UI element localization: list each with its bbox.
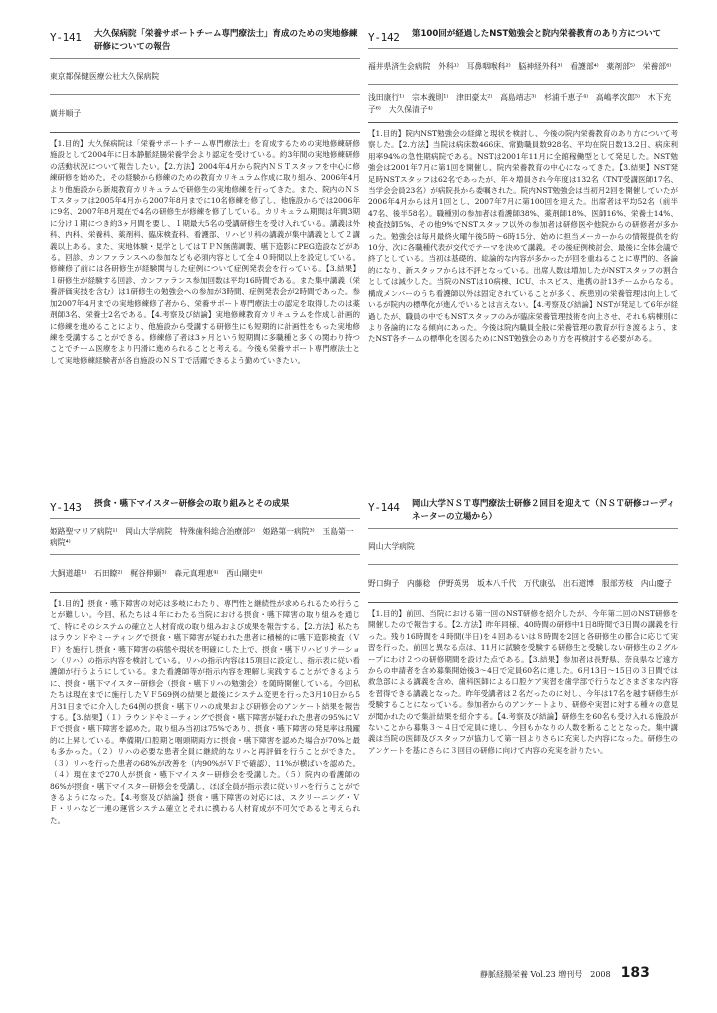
abstract-header	[368, 28, 678, 49]
authors-text: 大飼道雄¹⁾ 石田瞭²⁾ 梶谷伸顕³⁾ 森元真理恵⁴⁾ 西山剛史⁴⁾	[50, 569, 263, 578]
affiliation	[50, 59, 360, 95]
abstract-body-text: 【1.目的】前回、当院における第一回のNST研修を紹介したが、今年第二回のNST研修を開催したので報告する。【2.方法】昨年同様、40時間の研修中1日8時間で3日間の講義を行った。残り16時間を４時間(半日)を４回あるいは８時間を2回と各研修生の都合に応じて実習を行った。前回と異なる点は、11月に試験を受験する研修生と受験しない研修生の２グループにわけ２つの研修期間を設けた点である。【3.結果】参加者は長野県、奈良県など遠方からの申請者を含め募集開始後3～4日で定員60名に達した。6月13日～15日の３日間では救急部による講義を含め、歯科医師による口腔ケア実習を歯学部で行うなどさまざまな内容を習得できる講義となった。昨年受講者は２名だったのに対し、今年は17名を越す研修生が受験することになっている。参加者からのアンケートより、研修や実習に対する種々の意見が聞かれたので集計結果を紹介する。【4.考察及び結論】研修生を60名も受け入れる施設がないことから募集３～４日で定員に達し、今回もかなりの人数を断ることとなった。集中講義は当院の医師及びスタッフが協力して第一回よりさらに充実した内容になった。研修生のアンケートを基にさらに３回目の研修に向けて内容の充実を計りたい。	[368, 609, 678, 755]
abstract-title: 大久保病院「栄養サポートチーム専門療法士」育成のための実地修練研修についての報告	[94, 29, 358, 52]
abstract-body	[50, 593, 360, 826]
abstract-header	[50, 28, 360, 59]
abstract-title: 摂食・嚥下マイスター研修会の取り組みとその成果	[94, 499, 290, 509]
abstract-title: 岡山大学ＮＳＴ専門療法士研修２回目を迎えて（ＮＳＴ研修コーディネーターの立場から）	[412, 499, 675, 522]
abstract-number: Y-143	[50, 501, 82, 514]
authors-text: 野口絢子 内藤稔 伊野英男 坂本八千代 万代康弘 出石道博 服部芳枝 内山慶子	[368, 579, 673, 588]
affiliation-text: 東京都保健医療公社大久保病院	[50, 72, 160, 82]
affiliation	[368, 49, 678, 85]
affiliation-text: 福井県済生会病院 外科¹⁾ 耳鼻咽喉科²⁾ 脳神経外科³⁾ 看護部⁴⁾ 薬剤部⁵⁾ 栄養部⁶⁾	[368, 62, 672, 72]
abstract-number: Y-141	[50, 31, 82, 44]
authors	[368, 565, 678, 603]
abstract-title: 第100回が経過したNST勉強会と院内栄養教育のあり方について	[412, 29, 662, 39]
abstract-header	[368, 498, 678, 529]
authors	[50, 555, 360, 593]
affiliation-text: 岡山大学病院	[368, 542, 415, 552]
abstract-body	[368, 123, 678, 345]
affiliation	[368, 529, 678, 565]
abstract-header	[50, 498, 360, 519]
abstract-body-text: 【1.目的】院内NST勉強会の経緯と現状を検討し、今後の院内栄養教育のあり方について考察した。【2.方法】当院は病床数466床、常勤職員数928名、平均在院日数13.2日、病床利用率94%の急性期病院である。NSTは2001年11月に全館稼働型として発足した。NST勉強会は2001年7月に第1回を開催し、院内栄養教育の中心になってきた。【3.結果】NST発足時NSTスタッフは62名であったが、年々増員され今年度は132名（TNT受講医師17名、当学会会員23名）が病院長から委嘱された。院内NST勉強会は当初月2回を開催していたが2006年4月からは月1回とし、2007年7月に第100回を迎えた。出席者は平均52名（前半47名、後半58名）。職種別の参加者は看護師38%、薬剤師18%、医師16%、栄養士14%、検査技師5%、その他9%でNSTスタッフ以外の参加者は研修医や他院からの研修者が多かった。勉強会は毎月最終火曜午後5時～6時15分、始めに担当メーカーからの情報提供を約10分、次に各職種代表が交代でテーマを決めて講義。その後症例検討会、最後に全体会議で終了としている。当初は基礎的、総論的な内容が多かったが回を重ねることに専門的、各論的になり、新スタッフからは不評となっている。出席人数は増加したがNSTスタッフの割合としては減少した。当院のNSTは10病棟、ICU、ホスピス、進携の計13チームからなる。構成メンバーのうち看護師以外は固定されていることが多く、疾患別の栄養管理は向上しているが院内の標準化が進んでいるとは言えない。【4.考察及び結論】NSTが発足して6年が経過したが、職員の中でもNSTスタッフのみが臨床栄養管理技術を向上させ、それも病棟別により各論的になる傾向にあった。今後は院内職員全般に栄養管理の教育が行き渡るよう、またNST各チームの標準化を図るためにNST勉強会のあり方を再検討する必要がある。	[368, 129, 678, 344]
abstract-y144	[368, 498, 678, 756]
abstract-body-text: 【1.目的】大久保病院は「栄養サポートチーム専門療法士」を育成するための実地修練研修施設として2004年に日本静脈経腸栄養学会より認定を受けている。約3年間の実地修練研修の活動状況について報告したい。【2.方法】2004年4月から院内ＮＳＴスタッフを中心に修練研修を始めた。その経験から修練のための教育カリキュラム作成に取り組み、2006年4月より他施設から新規教育カリキュラムで研修生の実地修練を行ってきた。また、院内のＮＳＴスタッフは2005年4月から2007年8月までに10名修練を修了し、他施設からでは2006年に9名、2007年8月現在で4名の研修生が修練を修了している。カリキュラム期間は年間3期に分け１期につき約3ヶ月間を要し、１期最大5名の受講研修生を受け入れている。講義は外科、内科、栄養科、薬剤科、臨床検査科、看護部、リハビリ科の講義が集中講義として２講義以上ある。また、実地体験・見学としてはＴＰＮ無菌調製、嚥下造影にPEG造設などがある。回診、カンファランスへの参加なども必須内容として全４０時間以上を設定している。修練修了前には各研修生が経験関与した症例について症例発表会を行っている。【3.結果】１研修生が経験する回診、カンファランス参加回数は平均16時間である。また集中講義（栄養評価実技を含む）は1研修生の勉強会への参加が3時間、症例発表会が2時間であった。参加2007年4月までの実地修練修了者から、栄養サポート専門療法士の認定を取得したのは薬剤師3名、栄養士2名である。【4.考察及び結論】実地修練教育カリキュラムを作成し計画的に修練を進めることにより、他施設から受講する研修生にも短期的に計画性をもった実地修練を受講することができる。修練修了者は3ヶ月という短期間に多職種と多くの関わり持つことでチーム医療をより円滑に進められることと考える。今後も栄養サポート専門療法士として実地修練経験者が各自施設のＮＳＴで活躍できるよう勤めていきたい。	[50, 139, 360, 365]
journal-name: 静脈経腸栄養 Vol.23 増刊号 2008	[480, 970, 611, 979]
authors	[50, 95, 360, 133]
page-number: 183	[620, 965, 650, 981]
abstract-number: Y-142	[368, 31, 400, 44]
affiliation-text: 姫路聖マリア病院¹⁾ 岡山大学病院 特殊歯科総合治療部²⁾ 姫路第一病院³⁾ 玉島第一病院⁴⁾	[50, 526, 354, 547]
abstract-body-text: 【1.目的】摂食・嚥下障害の対応は多岐にわたり、専門性と継続性が求められるため行うことが難しい。今回、私たちは４年にわたる当院における摂食・嚥下障害の取り組みを通じて、特にそのシステムの確立と人材育成の取り組みおよび成果を報告する。【2.方法】私たちはラウンドやミーティングで摂食・嚥下障害が疑われた患者に積極的に嚥下造影検査（ＶＦ）を施行し摂食・嚥下障害の病態や現状を明確にした上で、摂食・嚥下リハビリテーション（リハ）の指示内容を検討している。リハの指示内容は15項目に設定し、指示表に従い看護師が行うようにしている。また看護師等が指示内容を理解し実践することができるように、摂食・嚥下マイスター研修会（摂食・嚥下リハの勉強会）を随時開催している。今回私たちは現在までに施行したＶＦ569例の結果と最後にシステム変更を行った3月10日から5月31日までに介入した64例の摂食・嚥下リハの成果および研修会のアンケート結果を報告する。【3.結果】（１）ラウンドやミーティングで摂食・嚥下障害が疑われた患者の95%にＶＦで摂食・嚥下障害を認めた。取り組み当初は75%であり、摂食・嚥下障害の発見率は飛躍的に上昇している。準備期/口腔期と咽頭期両方に摂食・嚥下障害を認めた場合が70%と最も多かった。（２）リハの必要な患者全員に継続的なリハと再評価を行うことができた。（３）リハを行った患者の68%が改善を（内90%がＶＦで確認）、11%が横ばいを認めた。（４）現在まで270人が摂食・嚥下マイスター研修会を受講した。（５）院内の看護師の86%が摂食・嚥下マイスター研修会を受講し、ほぼ全員が指示表に従いリハを行うことができるようになった。【4.考察及び結論】摂食・嚥下障害の対応には、スクリーニング・ＶＦ・リハなど一連の運営システム確立とそれに携わる人材育成が不可欠であると考えられた。	[50, 599, 361, 825]
abstract-y141	[50, 28, 360, 366]
authors-text: 浅田康行¹⁾ 宗本義則¹⁾ 津田豪太²⁾ 高島靖志³⁾ 杉浦千恵子⁴⁾ 高嶋孝次郎⁵⁾ 木下充子⁶⁾ 大久保清子⁴⁾	[368, 93, 672, 114]
page-footer	[480, 965, 650, 981]
abstract-number: Y-144	[368, 501, 400, 514]
authors	[368, 85, 678, 123]
abstract-y143	[50, 498, 360, 826]
abstract-y142	[368, 28, 678, 345]
authors-text: 廣井順子	[50, 109, 82, 118]
affiliation	[50, 519, 360, 555]
abstract-body	[50, 133, 360, 366]
abstract-body	[368, 603, 678, 756]
